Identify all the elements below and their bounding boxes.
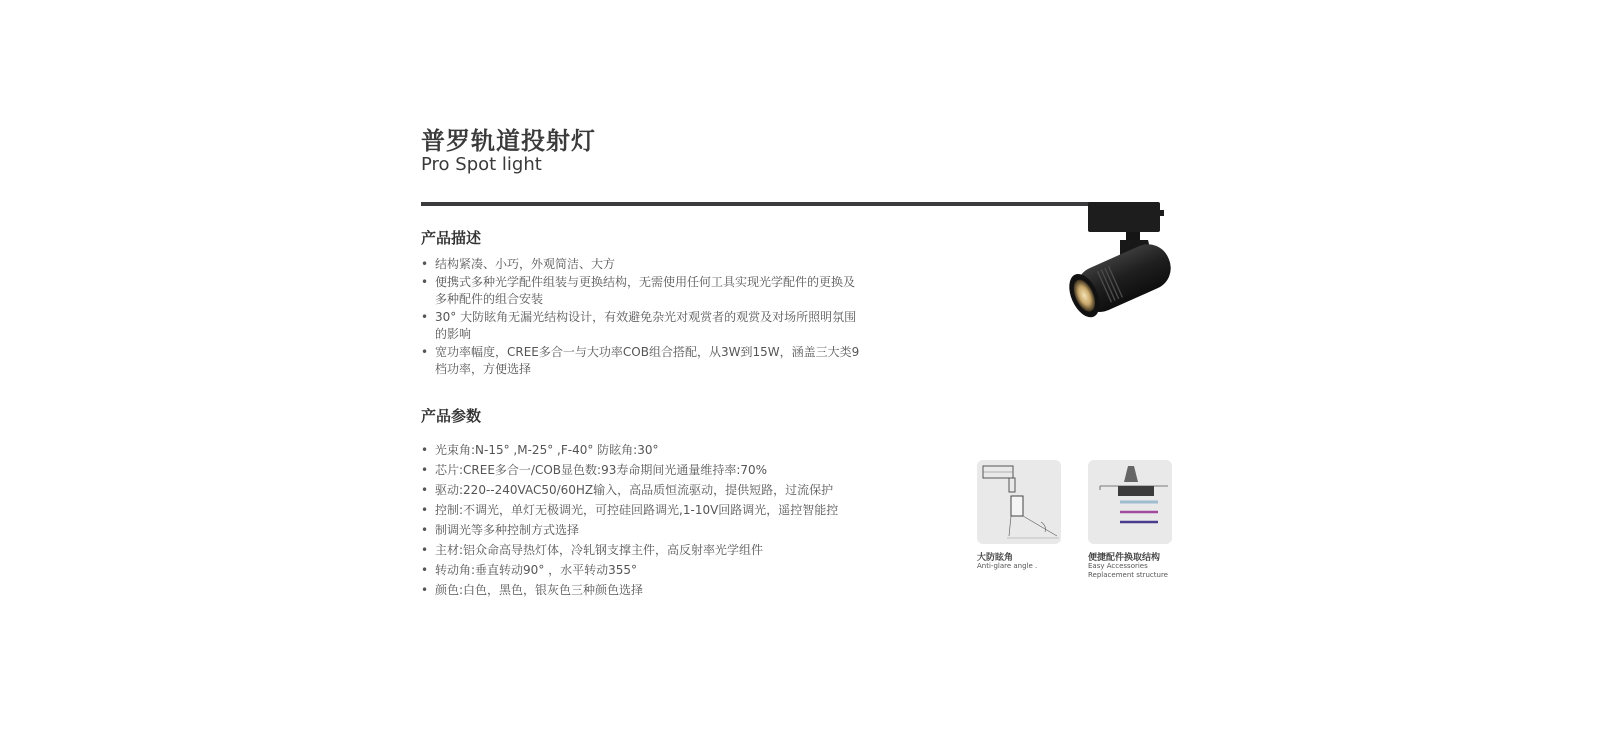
accessory-caption-en [1088, 562, 1198, 580]
product-title-en: Pro Spot light [421, 154, 542, 175]
list-item: • 光束角:N-15° ,M-25° ,F-40° 防眩角:30° [421, 440, 871, 460]
anti-glare-caption-cn: 大防眩角 [977, 553, 1014, 563]
anti-glare-diagram-icon [977, 460, 1061, 544]
list-item: • 便携式多种光学配件组装与更换结构，无需使用任何工具实现光学配件的更换及多种配件的组合安装 [421, 274, 861, 308]
track-rail-divider [421, 202, 1101, 206]
accessory-caption-cn: 便捷配件换取结构 [1088, 553, 1161, 563]
accessory-replacement-thumbnail [1088, 460, 1172, 544]
list-item: • 结构紧凑、小巧，外观简洁、大方 [421, 256, 861, 273]
parameters-heading: 产品参数 [421, 407, 482, 425]
list-item: • 宽功率幅度，CREE多合一与大功率COB组合搭配，从3W到15W，涵盖三大类9档功率，方便选择 [421, 344, 861, 378]
accessory-layers-icon [1088, 460, 1172, 544]
accessory-caption-en-line-2: Replacement structure [1088, 571, 1168, 579]
list-item: • 芯片:CREE多合一/COB显色数:93寿命期间光通量维持率:70% [421, 460, 871, 480]
list-item: • 主材:铝众命高导热灯体，冷轧钢支撑主件，高反射率光学组件 [421, 540, 871, 560]
accessory-caption-en-line-1: Easy Accessories [1088, 562, 1148, 570]
track-spotlight-image [1056, 196, 1186, 336]
list-item: • 颜色:白色，黑色，银灰色三种颜色选择 [421, 580, 871, 600]
description-list [421, 256, 861, 379]
list-item: • 驱动:220--240VAC50/60HZ输入，高品质恒流驱动，提供短路，过流保护 [421, 480, 871, 500]
product-title-cn: 普罗轨道投射灯 [421, 127, 596, 155]
list-item: • 制调光等多种控制方式选择 [421, 520, 871, 540]
list-item: • 控制:不调光，单灯无极调光，可控硅回路调光,1-10V回路调光，遥控智能控 [421, 500, 871, 520]
description-heading: 产品描述 [421, 229, 482, 247]
list-item: • 转动角:垂直转动90° ，水平转动355° [421, 560, 871, 580]
anti-glare-caption-en: Anti-glare angle . [977, 562, 1038, 570]
anti-glare-thumbnail [977, 460, 1061, 544]
parameters-list [421, 440, 871, 600]
list-item: • 30° 大防眩角无漏光结构设计，有效避免杂光对观赏者的观赏及对场所照明氛围的影响 [421, 309, 861, 343]
